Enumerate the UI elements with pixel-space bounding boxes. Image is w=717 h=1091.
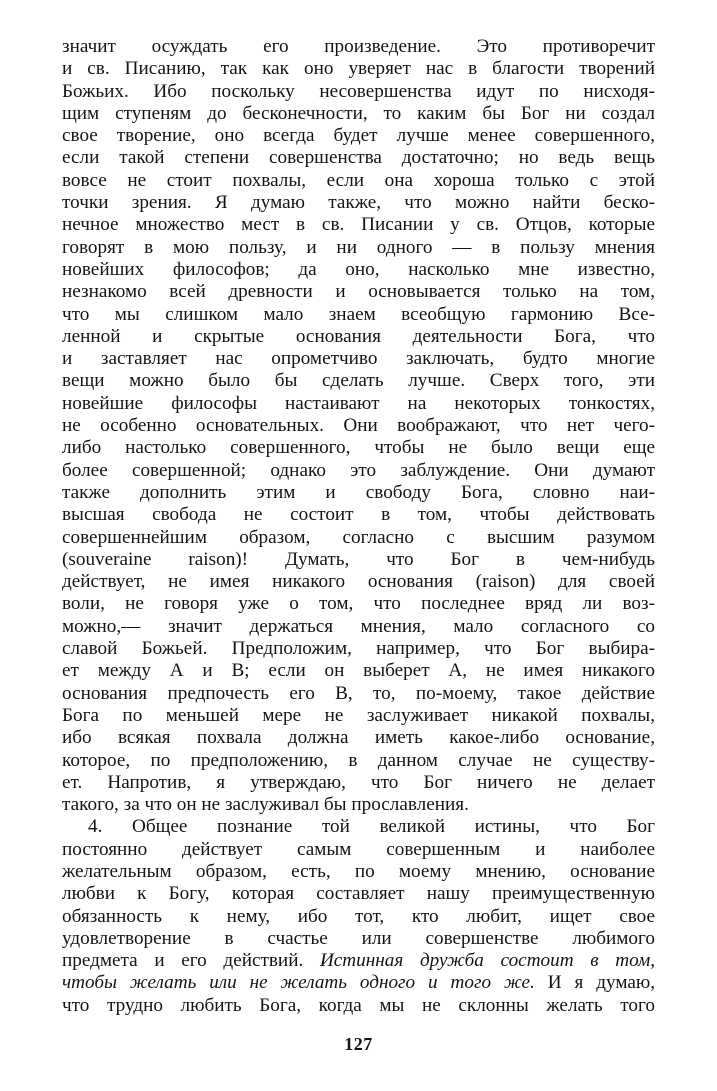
text-line: если такой степени совершенства достаточно; но ведь вещь: [62, 147, 655, 169]
text-line: можно,— значит держаться мнения, мало согласного со: [62, 615, 655, 637]
text-line: ет между А и В; если он выберет А, не имея никакого: [62, 660, 655, 682]
page-number: 127: [344, 1034, 373, 1054]
text-line: (souveraine raison)! Думать, что Бог в чем-нибудь: [62, 548, 655, 570]
text-line: что мы слишком мало знаем всеобщую гармонию Все-: [62, 303, 655, 325]
text-line: новейших философов; да оно, насколько мне известно,: [62, 258, 655, 280]
text-line: вовсе не стоит похвалы, если она хороша только с этой: [62, 169, 655, 191]
body-text: [62, 36, 655, 1017]
text-line: нечное множество мест в св. Писании у св. Отцов, которые: [62, 214, 655, 236]
text-line: ибо всякая похвала должна иметь какое-либо основание,: [62, 727, 655, 749]
text-line: любви к Богу, которая составляет нашу преимущественную: [62, 883, 655, 905]
text-line: точки зрения. Я думаю также, что можно найти беско-: [62, 192, 655, 214]
text-line: что трудно любить Бога, когда мы не склонны желать того: [62, 994, 655, 1016]
text-line: Бога по меньшей мере не заслуживает никакой похвалы,: [62, 704, 655, 726]
text-line-mixed: [62, 972, 655, 994]
text-line: свое творение, оно всегда будет лучше менее совершенного,: [62, 125, 655, 147]
paragraph-end-line: такого, за что он не заслуживал бы прославления.: [62, 794, 469, 816]
text-run: предмета и его действий.: [62, 950, 320, 972]
text-line: обязанность к нему, ибо тот, кто любит, ищет свое: [62, 905, 655, 927]
text-line: более совершенной; однако это заблуждение. Они думают: [62, 459, 655, 481]
text-line: незнакомо всей древности и основывается только на том,: [62, 281, 655, 303]
text-line: воли, не говоря уже о том, что последнее вряд ли воз-: [62, 593, 655, 615]
text-line: удовлетворение в счастье или совершенстве любимого: [62, 927, 655, 949]
text-line: которое, по предположению, в данном случае не существу-: [62, 749, 655, 771]
italic-quote: Истинная дружба состоит в том,: [319, 950, 655, 972]
text-line: щим ступеням до бесконечности, то каким бы Бог ни создал: [62, 102, 655, 124]
paragraph-4-start-line: 4. Общее познание той великой истины, что Бог: [88, 816, 655, 838]
text-line: и св. Писанию, так как оно уверяет нас в благости творений: [62, 58, 655, 80]
text-line: не особенно основательных. Они воображают, что нет чего-: [62, 415, 655, 437]
text-line: ет. Напротив, я утверждаю, что Бог ничего не делает: [62, 771, 655, 793]
text-run: И я думаю,: [534, 972, 655, 994]
text-line: вещи можно было бы сделать лучше. Сверх того, эти: [62, 370, 655, 392]
text-line: Божьих. Ибо поскольку несовершенства идут по нисходя-: [62, 80, 655, 102]
text-line: новейшие философы настаивают на некоторых тонкостях,: [62, 392, 655, 414]
text-line: высшая свобода не состоит в том, чтобы действовать: [62, 504, 655, 526]
text-line: желательным образом, есть, по моему мнению, основание: [62, 860, 655, 882]
text-line: ленной и скрытые основания деятельности Бога, что: [62, 325, 655, 347]
text-line: действует, не имея никакого основания (raison) для своей: [62, 571, 655, 593]
text-line: значит осуждать его произведение. Это противоречит: [62, 36, 655, 57]
italic-quote: чтобы желать или не желать одного и того же.: [62, 972, 535, 994]
text-line-mixed: [62, 950, 655, 972]
text-line: постоянно действует самым совершенным и наиболее: [62, 838, 655, 860]
text-line: и заставляет нас опрометчиво заключать, будто многие: [62, 348, 655, 370]
text-line: говорят в мою пользу, и ни одного — в пользу мнения: [62, 236, 655, 258]
text-line: основания предпочесть его В, то, по-моему, такое действие: [62, 682, 655, 704]
text-line: славой Божьей. Предположим, например, что Бог выбира-: [62, 638, 655, 660]
text-line: также дополнить этим и свободу Бога, словно наи-: [62, 481, 655, 503]
text-line: совершеннейшим образом, согласно с высшим разумом: [62, 526, 655, 548]
text-line: либо настолько совершенного, чтобы не было вещи еще: [62, 437, 655, 459]
